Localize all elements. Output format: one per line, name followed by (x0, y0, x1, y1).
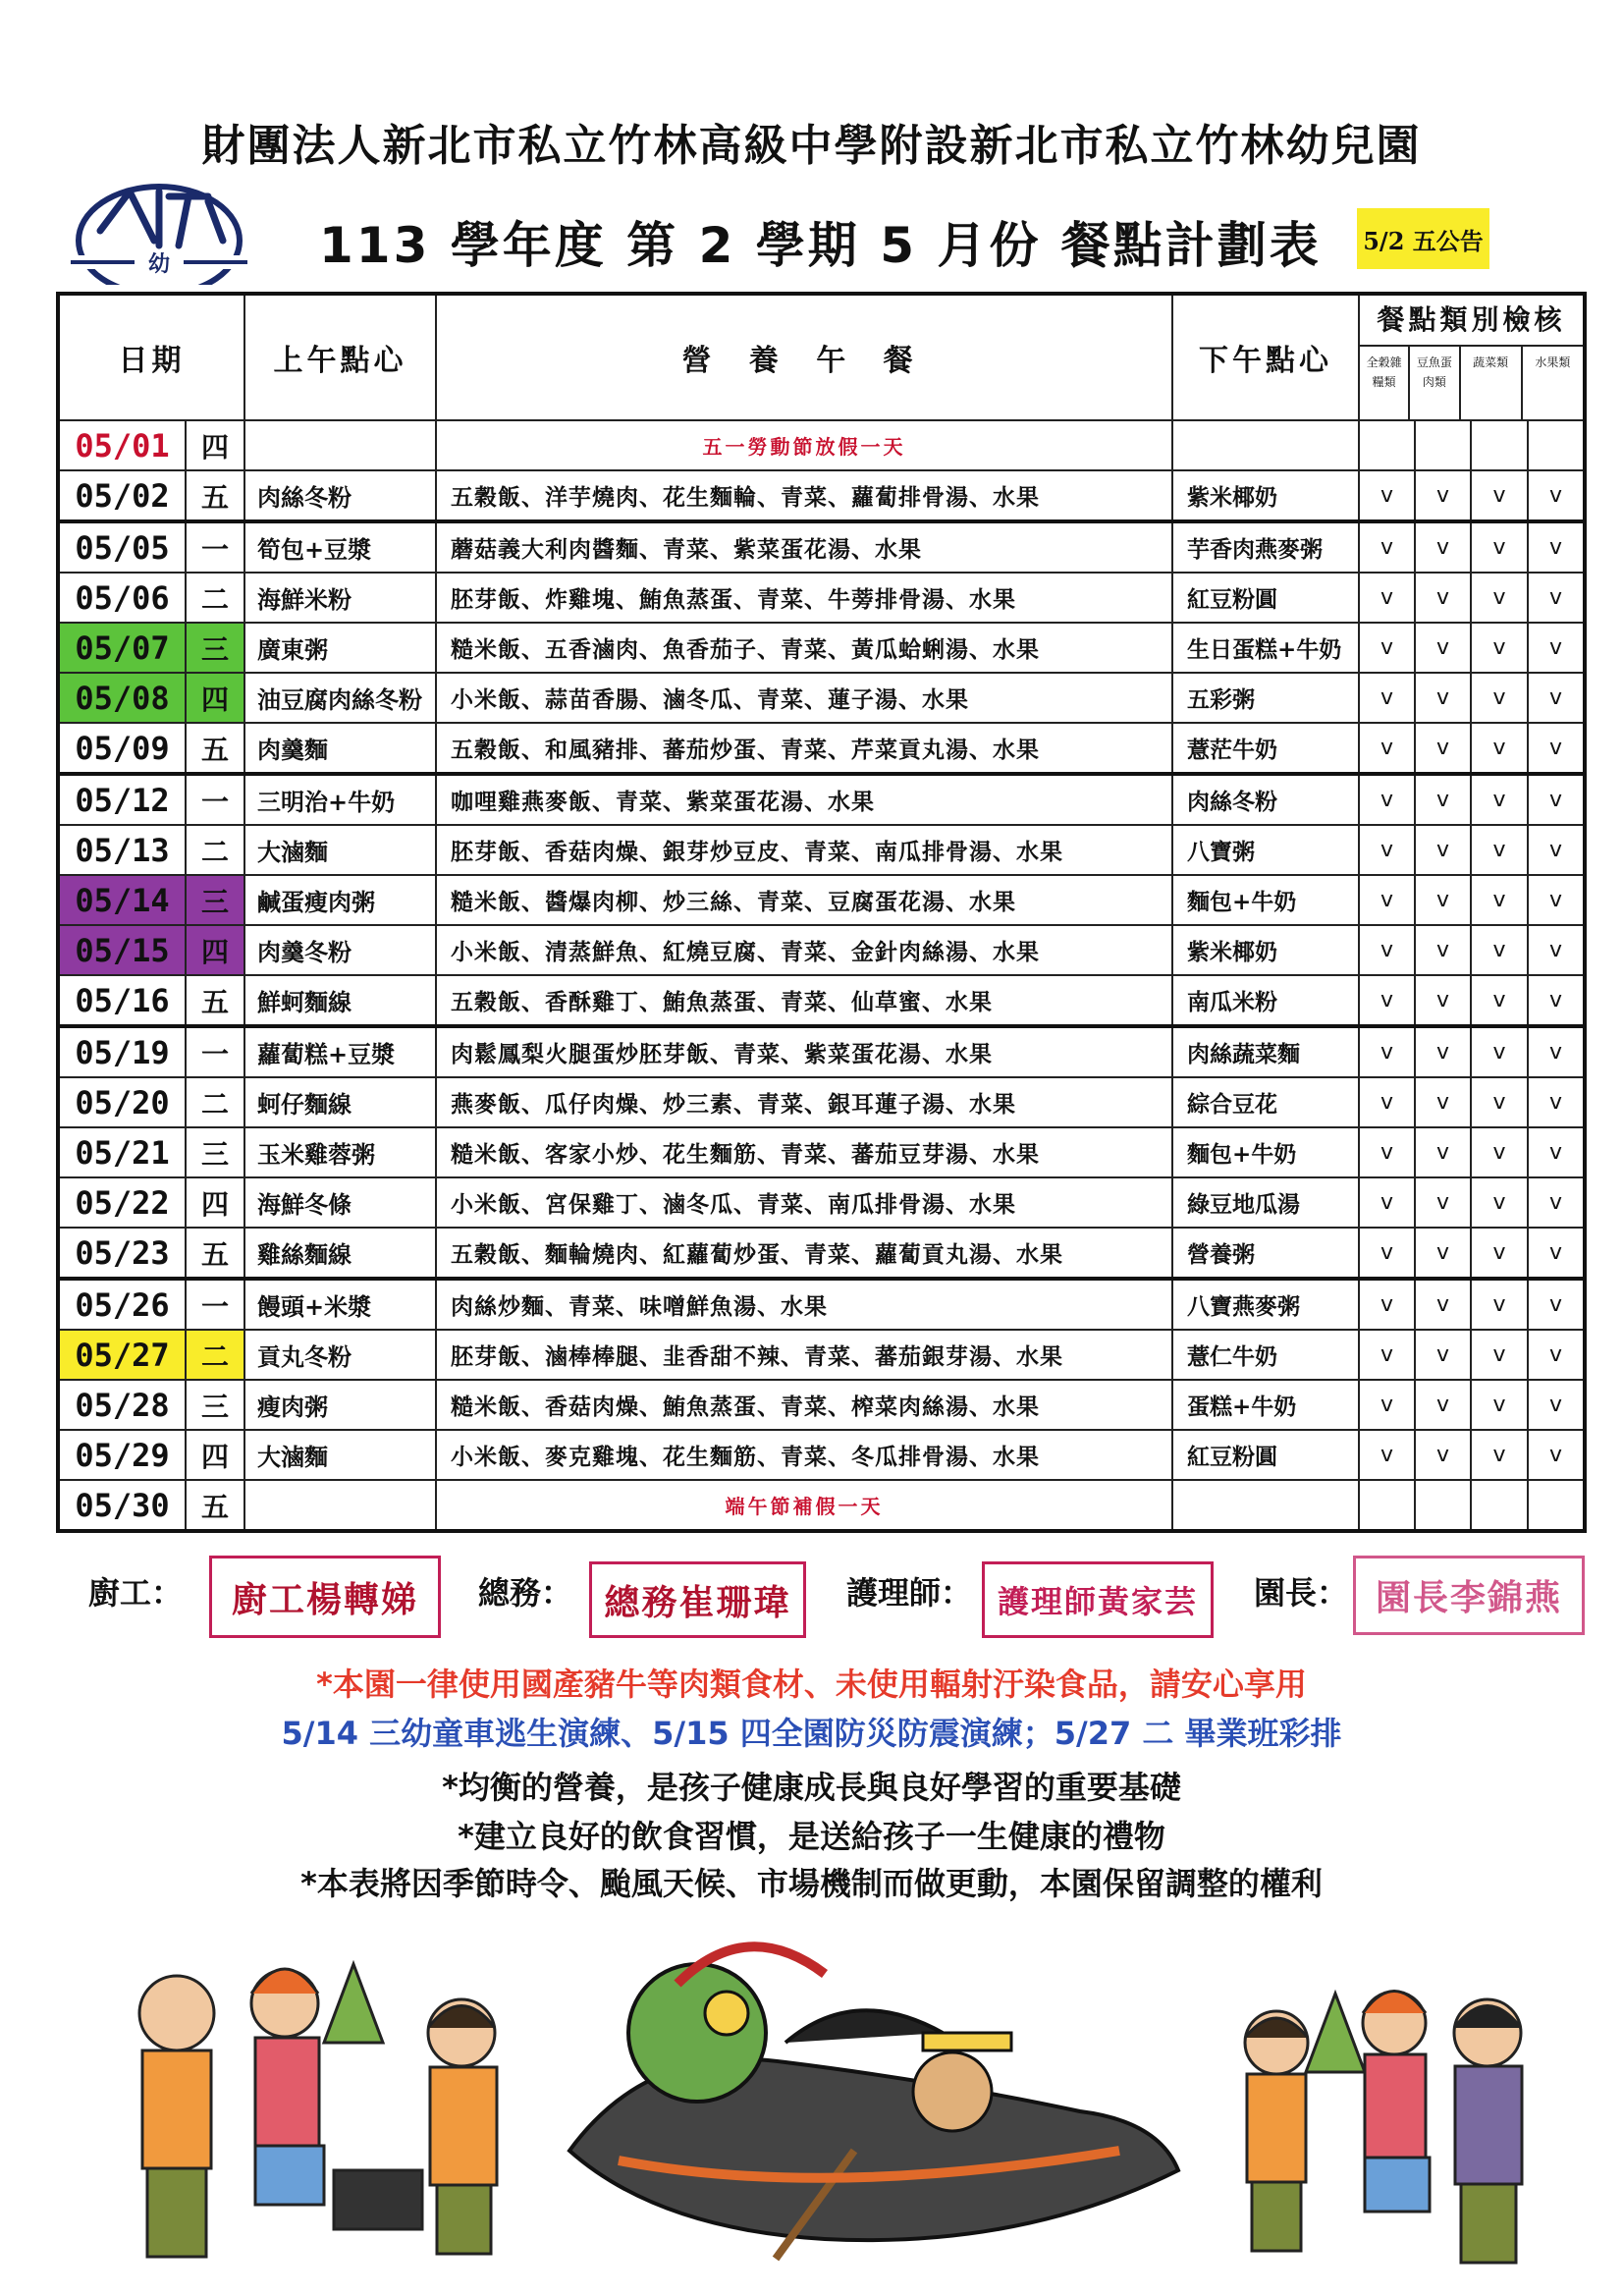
row-pm-snack (1172, 1480, 1359, 1531)
row-pm-snack: 肉絲冬粉 (1172, 774, 1359, 825)
table-row (58, 521, 1585, 573)
director-label: 園長： (1254, 1574, 1349, 1612)
row-date: 05/30 (58, 1480, 186, 1531)
row-check: v (1471, 1228, 1528, 1279)
row-check: v (1415, 1177, 1471, 1228)
cat-protein: 豆魚蛋肉類 (1410, 347, 1460, 419)
row-check: v (1471, 573, 1528, 623)
row-date: 05/27 (58, 1330, 186, 1380)
row-check: v (1471, 825, 1528, 875)
row-date: 05/15 (58, 925, 186, 975)
row-check: v (1471, 723, 1528, 774)
row-pm-snack: 芋香肉燕麥粥 (1172, 521, 1359, 573)
row-check: v (1359, 521, 1415, 573)
row-weekday: 二 (186, 1077, 244, 1127)
row-check: v (1471, 1077, 1528, 1127)
row-pm-snack: 紫米椰奶 (1172, 470, 1359, 521)
row-pm-snack: 八寶燕麥粥 (1172, 1279, 1359, 1330)
row-check: v (1359, 975, 1415, 1026)
row-date: 05/12 (58, 774, 186, 825)
row-check: v (1415, 1380, 1471, 1430)
row-lunch: 五穀飯、洋芋燒肉、花生麵輪、青菜、蘿蔔排骨湯、水果 (436, 470, 1172, 521)
table-row (58, 723, 1585, 774)
check-header: 餐點類別檢核 (1360, 296, 1583, 347)
note-nutrition: *均衡的營養，是孩子健康成長與良好學習的重要基礎 (442, 1769, 1181, 1806)
row-weekday: 四 (186, 673, 244, 723)
row-check: v (1528, 1430, 1585, 1480)
row-check: v (1471, 623, 1528, 673)
row-check: v (1528, 1330, 1585, 1380)
row-pm-snack: 八寶粥 (1172, 825, 1359, 875)
row-am-snack: 鹹蛋瘦肉粥 (244, 875, 436, 925)
row-check: v (1359, 1127, 1415, 1177)
row-weekday: 四 (186, 1430, 244, 1480)
row-check: v (1415, 521, 1471, 573)
row-lunch: 胚芽飯、炸雞塊、鮪魚蒸蛋、青菜、牛蒡排骨湯、水果 (436, 573, 1172, 623)
row-pm-snack: 南瓜米粉 (1172, 975, 1359, 1026)
cat-fruit: 水果類 (1535, 355, 1571, 369)
row-check: v (1415, 875, 1471, 925)
row-lunch: 小米飯、清蒸鮮魚、紅燒豆腐、青菜、金針肉絲湯、水果 (436, 925, 1172, 975)
row-check: v (1415, 1430, 1471, 1480)
table-row (58, 1228, 1585, 1279)
row-am-snack: 貢丸冬粉 (244, 1330, 436, 1380)
row-date: 05/09 (58, 723, 186, 774)
table-row (58, 673, 1585, 723)
row-date: 05/02 (58, 470, 186, 521)
row-check: v (1359, 623, 1415, 673)
row-pm-snack: 薏仁牛奶 (1172, 1330, 1359, 1380)
row-lunch: 糙米飯、五香滷肉、魚香茄子、青菜、黃瓜蛤蜊湯、水果 (436, 623, 1172, 673)
row-date: 05/29 (58, 1430, 186, 1480)
row-check: v (1415, 623, 1471, 673)
row-weekday: 四 (186, 1177, 244, 1228)
row-am-snack: 蚵仔麵線 (244, 1077, 436, 1127)
row-check: v (1359, 875, 1415, 925)
row-check: v (1471, 774, 1528, 825)
row-weekday: 五 (186, 975, 244, 1026)
table-row (58, 1480, 1585, 1531)
note-meat: *本園一律使用國產豬牛等肉類食材、未使用輻射汙染食品，請安心享用 (316, 1666, 1307, 1703)
row-check: v (1415, 1279, 1471, 1330)
row-check: v (1359, 1330, 1415, 1380)
row-lunch: 咖哩雞燕麥飯、青菜、紫菜蛋花湯、水果 (436, 774, 1172, 825)
table-row (58, 1127, 1585, 1177)
row-check: v (1415, 573, 1471, 623)
row-pm-snack: 麵包+牛奶 (1172, 875, 1359, 925)
row-check: v (1359, 1430, 1415, 1480)
row-check: v (1359, 825, 1415, 875)
col-lunch: 營 養 午 餐 (436, 294, 1172, 420)
row-holiday: 端午節補假一天 (436, 1480, 1172, 1531)
row-check: v (1528, 723, 1585, 774)
row-weekday: 一 (186, 774, 244, 825)
row-date: 05/14 (58, 875, 186, 925)
row-check (1359, 1480, 1415, 1531)
row-weekday: 二 (186, 573, 244, 623)
row-weekday: 五 (186, 1228, 244, 1279)
row-pm-snack: 肉絲蔬菜麵 (1172, 1026, 1359, 1077)
table-row (58, 1330, 1585, 1380)
row-check: v (1471, 1380, 1528, 1430)
row-am-snack: 海鮮冬條 (244, 1177, 436, 1228)
row-check: v (1359, 470, 1415, 521)
row-check: v (1471, 1026, 1528, 1077)
col-pm-snack: 下午點心 (1172, 294, 1359, 420)
dragon-boat-illustration (530, 1925, 1217, 2278)
row-check: v (1528, 521, 1585, 573)
row-am-snack: 鮮蚵麵線 (244, 975, 436, 1026)
director-stamp: 園長李錦燕 (1353, 1556, 1585, 1635)
row-check (1359, 420, 1415, 470)
row-check (1415, 420, 1471, 470)
row-check: v (1528, 1228, 1585, 1279)
row-check: v (1528, 975, 1585, 1026)
table-row (58, 1430, 1585, 1480)
row-check: v (1415, 1026, 1471, 1077)
row-weekday: 四 (186, 925, 244, 975)
row-am-snack: 肉絲冬粉 (244, 470, 436, 521)
row-date: 05/22 (58, 1177, 186, 1228)
row-am-snack (244, 1480, 436, 1531)
row-lunch: 蘑菇義大利肉醬麵、青菜、紫菜蛋花湯、水果 (436, 521, 1172, 573)
row-check: v (1471, 1177, 1528, 1228)
row-check: v (1528, 1279, 1585, 1330)
row-date: 05/08 (58, 673, 186, 723)
row-check: v (1471, 1430, 1528, 1480)
cat-veg: 蔬菜類 (1461, 347, 1523, 419)
row-check (1415, 1480, 1471, 1531)
row-date: 05/26 (58, 1279, 186, 1330)
row-pm-snack: 薏茫牛奶 (1172, 723, 1359, 774)
row-check: v (1528, 925, 1585, 975)
table-row (58, 774, 1585, 825)
row-pm-snack: 生日蛋糕+牛奶 (1172, 623, 1359, 673)
row-lunch: 五穀飯、香酥雞丁、鮪魚蒸蛋、青菜、仙草蜜、水果 (436, 975, 1172, 1026)
row-check: v (1471, 875, 1528, 925)
col-am-snack: 上午點心 (244, 294, 436, 420)
row-check: v (1359, 1228, 1415, 1279)
row-pm-snack: 紅豆粉圓 (1172, 573, 1359, 623)
nurse-stamp: 護理師黃家芸 (982, 1561, 1214, 1638)
row-am-snack: 肉羹冬粉 (244, 925, 436, 975)
row-check: v (1359, 774, 1415, 825)
row-lunch: 糙米飯、香菇肉燥、鮪魚蒸蛋、青菜、榨菜肉絲湯、水果 (436, 1380, 1172, 1430)
row-date: 05/16 (58, 975, 186, 1026)
row-pm-snack: 紅豆粉圓 (1172, 1430, 1359, 1480)
row-check: v (1528, 1177, 1585, 1228)
row-check (1528, 1480, 1585, 1531)
row-check: v (1471, 1330, 1528, 1380)
row-check: v (1471, 1127, 1528, 1177)
row-weekday: 四 (186, 420, 244, 470)
table-row (58, 420, 1585, 470)
table-row (58, 1177, 1585, 1228)
row-am-snack: 蘿蔔糕+豆漿 (244, 1026, 436, 1077)
row-check: v (1471, 975, 1528, 1026)
row-date: 05/05 (58, 521, 186, 573)
row-weekday: 三 (186, 1380, 244, 1430)
row-check: v (1415, 673, 1471, 723)
row-am-snack: 海鮮米粉 (244, 573, 436, 623)
row-weekday: 一 (186, 1026, 244, 1077)
row-lunch: 糙米飯、醬爆肉柳、炒三絲、青菜、豆腐蛋花湯、水果 (436, 875, 1172, 925)
row-check: v (1528, 875, 1585, 925)
row-lunch: 糙米飯、客家小炒、花生麵筋、青菜、蕃茄豆芽湯、水果 (436, 1127, 1172, 1177)
row-check: v (1415, 1330, 1471, 1380)
table-row (58, 1380, 1585, 1430)
row-weekday: 五 (186, 470, 244, 521)
row-check: v (1528, 470, 1585, 521)
nurse-label: 護理師： (846, 1574, 973, 1612)
table-row (58, 470, 1585, 521)
note-habits: *建立良好的飲食習慣，是送給孩子一生健康的禮物 (458, 1818, 1165, 1855)
row-check: v (1528, 825, 1585, 875)
row-check: v (1415, 1077, 1471, 1127)
row-check: v (1415, 825, 1471, 875)
row-check: v (1415, 470, 1471, 521)
row-am-snack: 玉米雞蓉粥 (244, 1127, 436, 1177)
row-am-snack: 油豆腐肉絲冬粉 (244, 673, 436, 723)
row-date: 05/20 (58, 1077, 186, 1127)
row-check: v (1415, 774, 1471, 825)
row-date: 05/01 (58, 420, 186, 470)
row-weekday: 五 (186, 723, 244, 774)
row-date: 05/23 (58, 1228, 186, 1279)
table-row (58, 925, 1585, 975)
row-lunch: 小米飯、宮保雞丁、滷冬瓜、青菜、南瓜排骨湯、水果 (436, 1177, 1172, 1228)
row-weekday: 三 (186, 1127, 244, 1177)
row-weekday: 一 (186, 1279, 244, 1330)
cook-label: 廚工： (88, 1574, 184, 1612)
row-check: v (1528, 573, 1585, 623)
row-date: 05/28 (58, 1380, 186, 1430)
row-check: v (1471, 470, 1528, 521)
meal-plan-table (56, 292, 1587, 1533)
row-pm-snack: 綜合豆花 (1172, 1077, 1359, 1127)
row-am-snack: 筍包+豆漿 (244, 521, 436, 573)
row-check: v (1471, 673, 1528, 723)
row-check: v (1359, 1279, 1415, 1330)
row-check (1471, 1480, 1528, 1531)
row-pm-snack: 蛋糕+牛奶 (1172, 1380, 1359, 1430)
cat-grain: 全穀雜糧類 (1360, 347, 1410, 419)
row-am-snack: 瘦肉粥 (244, 1380, 436, 1430)
admin-label: 總務： (478, 1574, 573, 1612)
row-weekday: 五 (186, 1480, 244, 1531)
row-check: v (1415, 1127, 1471, 1177)
row-check: v (1359, 1380, 1415, 1430)
col-date: 日期 (58, 294, 244, 420)
note-changes: *本表將因季節時令、颱風天候、市場機制而做更動，本園保留調整的權利 (300, 1865, 1323, 1902)
row-check: v (1359, 673, 1415, 723)
table-row (58, 825, 1585, 875)
row-am-snack: 廣東粥 (244, 623, 436, 673)
row-pm-snack: 麵包+牛奶 (1172, 1127, 1359, 1177)
row-holiday: 五一勞動節放假一天 (436, 420, 1172, 470)
row-check: v (1359, 1077, 1415, 1127)
row-lunch: 五穀飯、和風豬排、蕃茄炒蛋、青菜、芹菜貢丸湯、水果 (436, 723, 1172, 774)
row-check: v (1359, 573, 1415, 623)
row-am-snack: 雞絲麵線 (244, 1228, 436, 1279)
row-check: v (1528, 1026, 1585, 1077)
admin-stamp: 總務崔珊瑋 (589, 1561, 806, 1638)
table-row (58, 875, 1585, 925)
row-pm-snack: 綠豆地瓜湯 (1172, 1177, 1359, 1228)
row-weekday: 三 (186, 875, 244, 925)
cook-stamp: 廚工楊轉娣 (209, 1556, 441, 1638)
row-pm-snack (1172, 420, 1359, 470)
row-weekday: 一 (186, 521, 244, 573)
school-logo (61, 172, 257, 285)
row-date: 05/19 (58, 1026, 186, 1077)
table-row (58, 975, 1585, 1026)
row-check: v (1359, 1177, 1415, 1228)
row-check: v (1528, 774, 1585, 825)
logo-text: 幼 (147, 252, 171, 277)
children-right-illustration (1227, 1954, 1551, 2288)
row-date: 05/13 (58, 825, 186, 875)
row-check: v (1359, 723, 1415, 774)
row-lunch: 胚芽飯、滷棒棒腿、韭香甜不辣、青菜、蕃茄銀芽湯、水果 (436, 1330, 1172, 1380)
row-weekday: 二 (186, 1330, 244, 1380)
row-check: v (1471, 1279, 1528, 1330)
row-am-snack: 大滷麵 (244, 825, 436, 875)
row-lunch: 肉鬆鳳梨火腿蛋炒胚芽飯、青菜、紫菜蛋花湯、水果 (436, 1026, 1172, 1077)
row-date: 05/21 (58, 1127, 186, 1177)
children-left-illustration (118, 1925, 589, 2278)
row-check: v (1415, 925, 1471, 975)
row-lunch: 肉絲炒麵、青菜、味噌鮮魚湯、水果 (436, 1279, 1172, 1330)
row-check: v (1359, 925, 1415, 975)
col-check-group (1359, 294, 1585, 420)
row-check: v (1415, 975, 1471, 1026)
row-am-snack: 三明治+牛奶 (244, 774, 436, 825)
row-check: v (1471, 925, 1528, 975)
table-row (58, 1279, 1585, 1330)
row-check: v (1359, 1026, 1415, 1077)
row-am-snack: 肉羹麵 (244, 723, 436, 774)
row-check: v (1528, 1077, 1585, 1127)
row-check: v (1415, 1228, 1471, 1279)
school-name: 財團法人新北市私立竹林高級中學附設新北市私立竹林幼兒園 (201, 121, 1422, 171)
row-weekday: 二 (186, 825, 244, 875)
row-pm-snack: 五彩粥 (1172, 673, 1359, 723)
row-date: 05/06 (58, 573, 186, 623)
row-lunch: 胚芽飯、香菇肉燥、銀芽炒豆皮、青菜、南瓜排骨湯、水果 (436, 825, 1172, 875)
row-am-snack (244, 420, 436, 470)
row-check: v (1528, 1380, 1585, 1430)
row-lunch: 燕麥飯、瓜仔肉燥、炒三素、青菜、銀耳蓮子湯、水果 (436, 1077, 1172, 1127)
note-drills: 5/14 三幼童車逃生演練、5/15 四全園防災防震演練；5/27 二 畢業班彩排 (281, 1715, 1342, 1752)
row-weekday: 三 (186, 623, 244, 673)
notice-badge: 5/2 五公告 (1357, 208, 1489, 269)
row-check: v (1528, 1127, 1585, 1177)
row-lunch: 五穀飯、麵輪燒肉、紅蘿蔔炒蛋、青菜、蘿蔔貢丸湯、水果 (436, 1228, 1172, 1279)
row-am-snack: 饅頭+米漿 (244, 1279, 436, 1330)
row-check (1471, 420, 1528, 470)
row-check: v (1471, 521, 1528, 573)
row-am-snack: 大滷麵 (244, 1430, 436, 1480)
table-row (58, 573, 1585, 623)
table-row (58, 1026, 1585, 1077)
table-row (58, 623, 1585, 673)
row-lunch: 小米飯、麥克雞塊、花生麵筋、青菜、冬瓜排骨湯、水果 (436, 1430, 1172, 1480)
row-check (1528, 420, 1585, 470)
table-row (58, 1077, 1585, 1127)
row-check: v (1415, 723, 1471, 774)
row-check: v (1528, 673, 1585, 723)
page-title: 113 學年度 第 2 學期 5 月份 餐點計劃表 (319, 217, 1322, 274)
row-check: v (1528, 623, 1585, 673)
row-pm-snack: 紫米椰奶 (1172, 925, 1359, 975)
row-date: 05/07 (58, 623, 186, 673)
row-lunch: 小米飯、蒜苗香腸、滷冬瓜、青菜、蓮子湯、水果 (436, 673, 1172, 723)
row-pm-snack: 營養粥 (1172, 1228, 1359, 1279)
